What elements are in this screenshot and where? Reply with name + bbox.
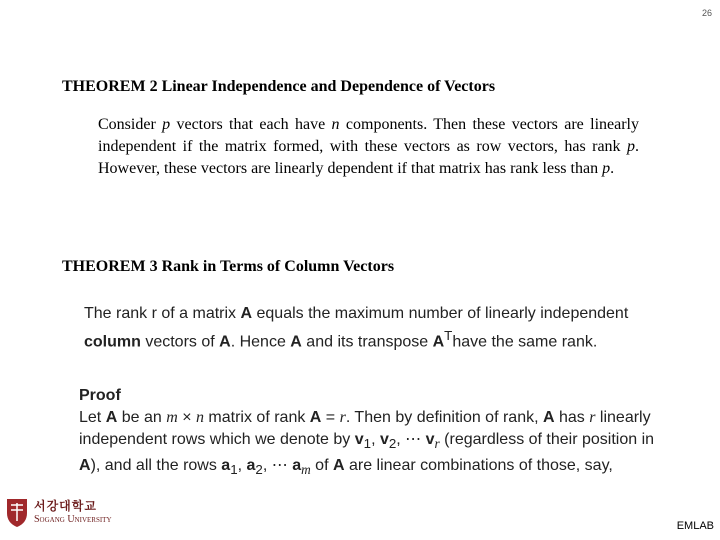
text: components. Then these vectors are linearly independent if the matrix formed, with these vectors as row vectors, has rank (98, 116, 639, 155)
vector-vr: v (425, 431, 435, 448)
text: vectors of (140, 333, 220, 351)
times-symbol: × (177, 409, 196, 426)
subscript: m (301, 462, 311, 478)
separator: , ⋯ (396, 431, 426, 448)
separator: , ⋯ (262, 457, 293, 475)
math-r: r (589, 409, 596, 426)
text: equals the maximum number of linearly independent (252, 305, 629, 322)
text: matrix of rank (203, 409, 310, 426)
matrix-A: A (542, 409, 555, 426)
text: linearly independent rows which we denote by (79, 409, 651, 448)
math-p: p (627, 138, 635, 155)
subscript: 2 (255, 462, 263, 478)
university-shield-icon (6, 498, 28, 528)
matrix-A: A (309, 409, 322, 426)
text: Let (79, 409, 106, 426)
matrix-A: A (332, 457, 345, 475)
matrix-A: A (105, 409, 118, 426)
logo-text (34, 500, 112, 526)
text: vectors that each have (170, 116, 332, 133)
math-n: n (331, 116, 340, 133)
theorem-2-statement (98, 114, 639, 180)
matrix-A: A (219, 333, 231, 351)
separator: , (237, 457, 247, 475)
text: have the same rank. (452, 333, 598, 351)
matrix-A-transpose: A (432, 333, 445, 351)
equals-symbol: = (321, 409, 340, 426)
transpose-superscript: T (444, 328, 453, 343)
text: (regardless of their position in (439, 431, 655, 448)
page-number: 26 (701, 8, 712, 18)
vector-v2: v (379, 431, 389, 448)
matrix-A: A (79, 457, 91, 475)
text: . However, these vectors are linearly dependent if that matrix has rank less than (98, 138, 639, 177)
theorem-3-title: THEOREM 3 Rank in Terms of Column Vectors (62, 258, 395, 275)
footer-lab-name: EMLAB (676, 520, 714, 532)
text: . (610, 160, 615, 177)
text: . Hence (230, 333, 291, 351)
separator: , (371, 431, 380, 448)
theorem-2-title: THEOREM 2 Linear Independence and Dependence of Vectors (62, 78, 496, 95)
matrix-A: A (290, 333, 302, 351)
text: has (554, 409, 590, 426)
theorem-3-statement (84, 303, 674, 353)
proof-heading: Proof (79, 387, 121, 404)
text: Consider (98, 116, 163, 133)
row-a1: a (221, 457, 231, 475)
math-p: p (602, 160, 611, 177)
vector-v1: v (354, 431, 364, 448)
row-a2: a (246, 457, 256, 475)
text: and its transpose (301, 333, 433, 351)
math-p: p (162, 116, 171, 133)
matrix-A: A (240, 305, 253, 322)
math-m: m (166, 409, 178, 426)
university-logo (6, 496, 112, 530)
text: are linear combinations of those, say, (344, 457, 613, 475)
row-am: a (292, 457, 302, 475)
subscript: 2 (388, 436, 397, 452)
text: be an (117, 409, 167, 426)
math-r: r (339, 409, 346, 426)
logo-korean-name: 서강대학교 (34, 499, 97, 513)
proof-text (79, 407, 679, 481)
text: . Then by definition of rank, (345, 409, 543, 426)
math-n: n (195, 409, 204, 426)
subscript: 1 (230, 462, 238, 478)
text: The rank r of a matrix (84, 305, 241, 322)
subscript: r (434, 436, 440, 452)
proof-block (79, 385, 679, 481)
subscript: 1 (363, 436, 372, 452)
column-emphasis: column (84, 333, 141, 351)
logo-english-name: Sogang University (34, 514, 112, 525)
text: ), and all the rows (90, 457, 222, 475)
text: of (310, 457, 333, 475)
